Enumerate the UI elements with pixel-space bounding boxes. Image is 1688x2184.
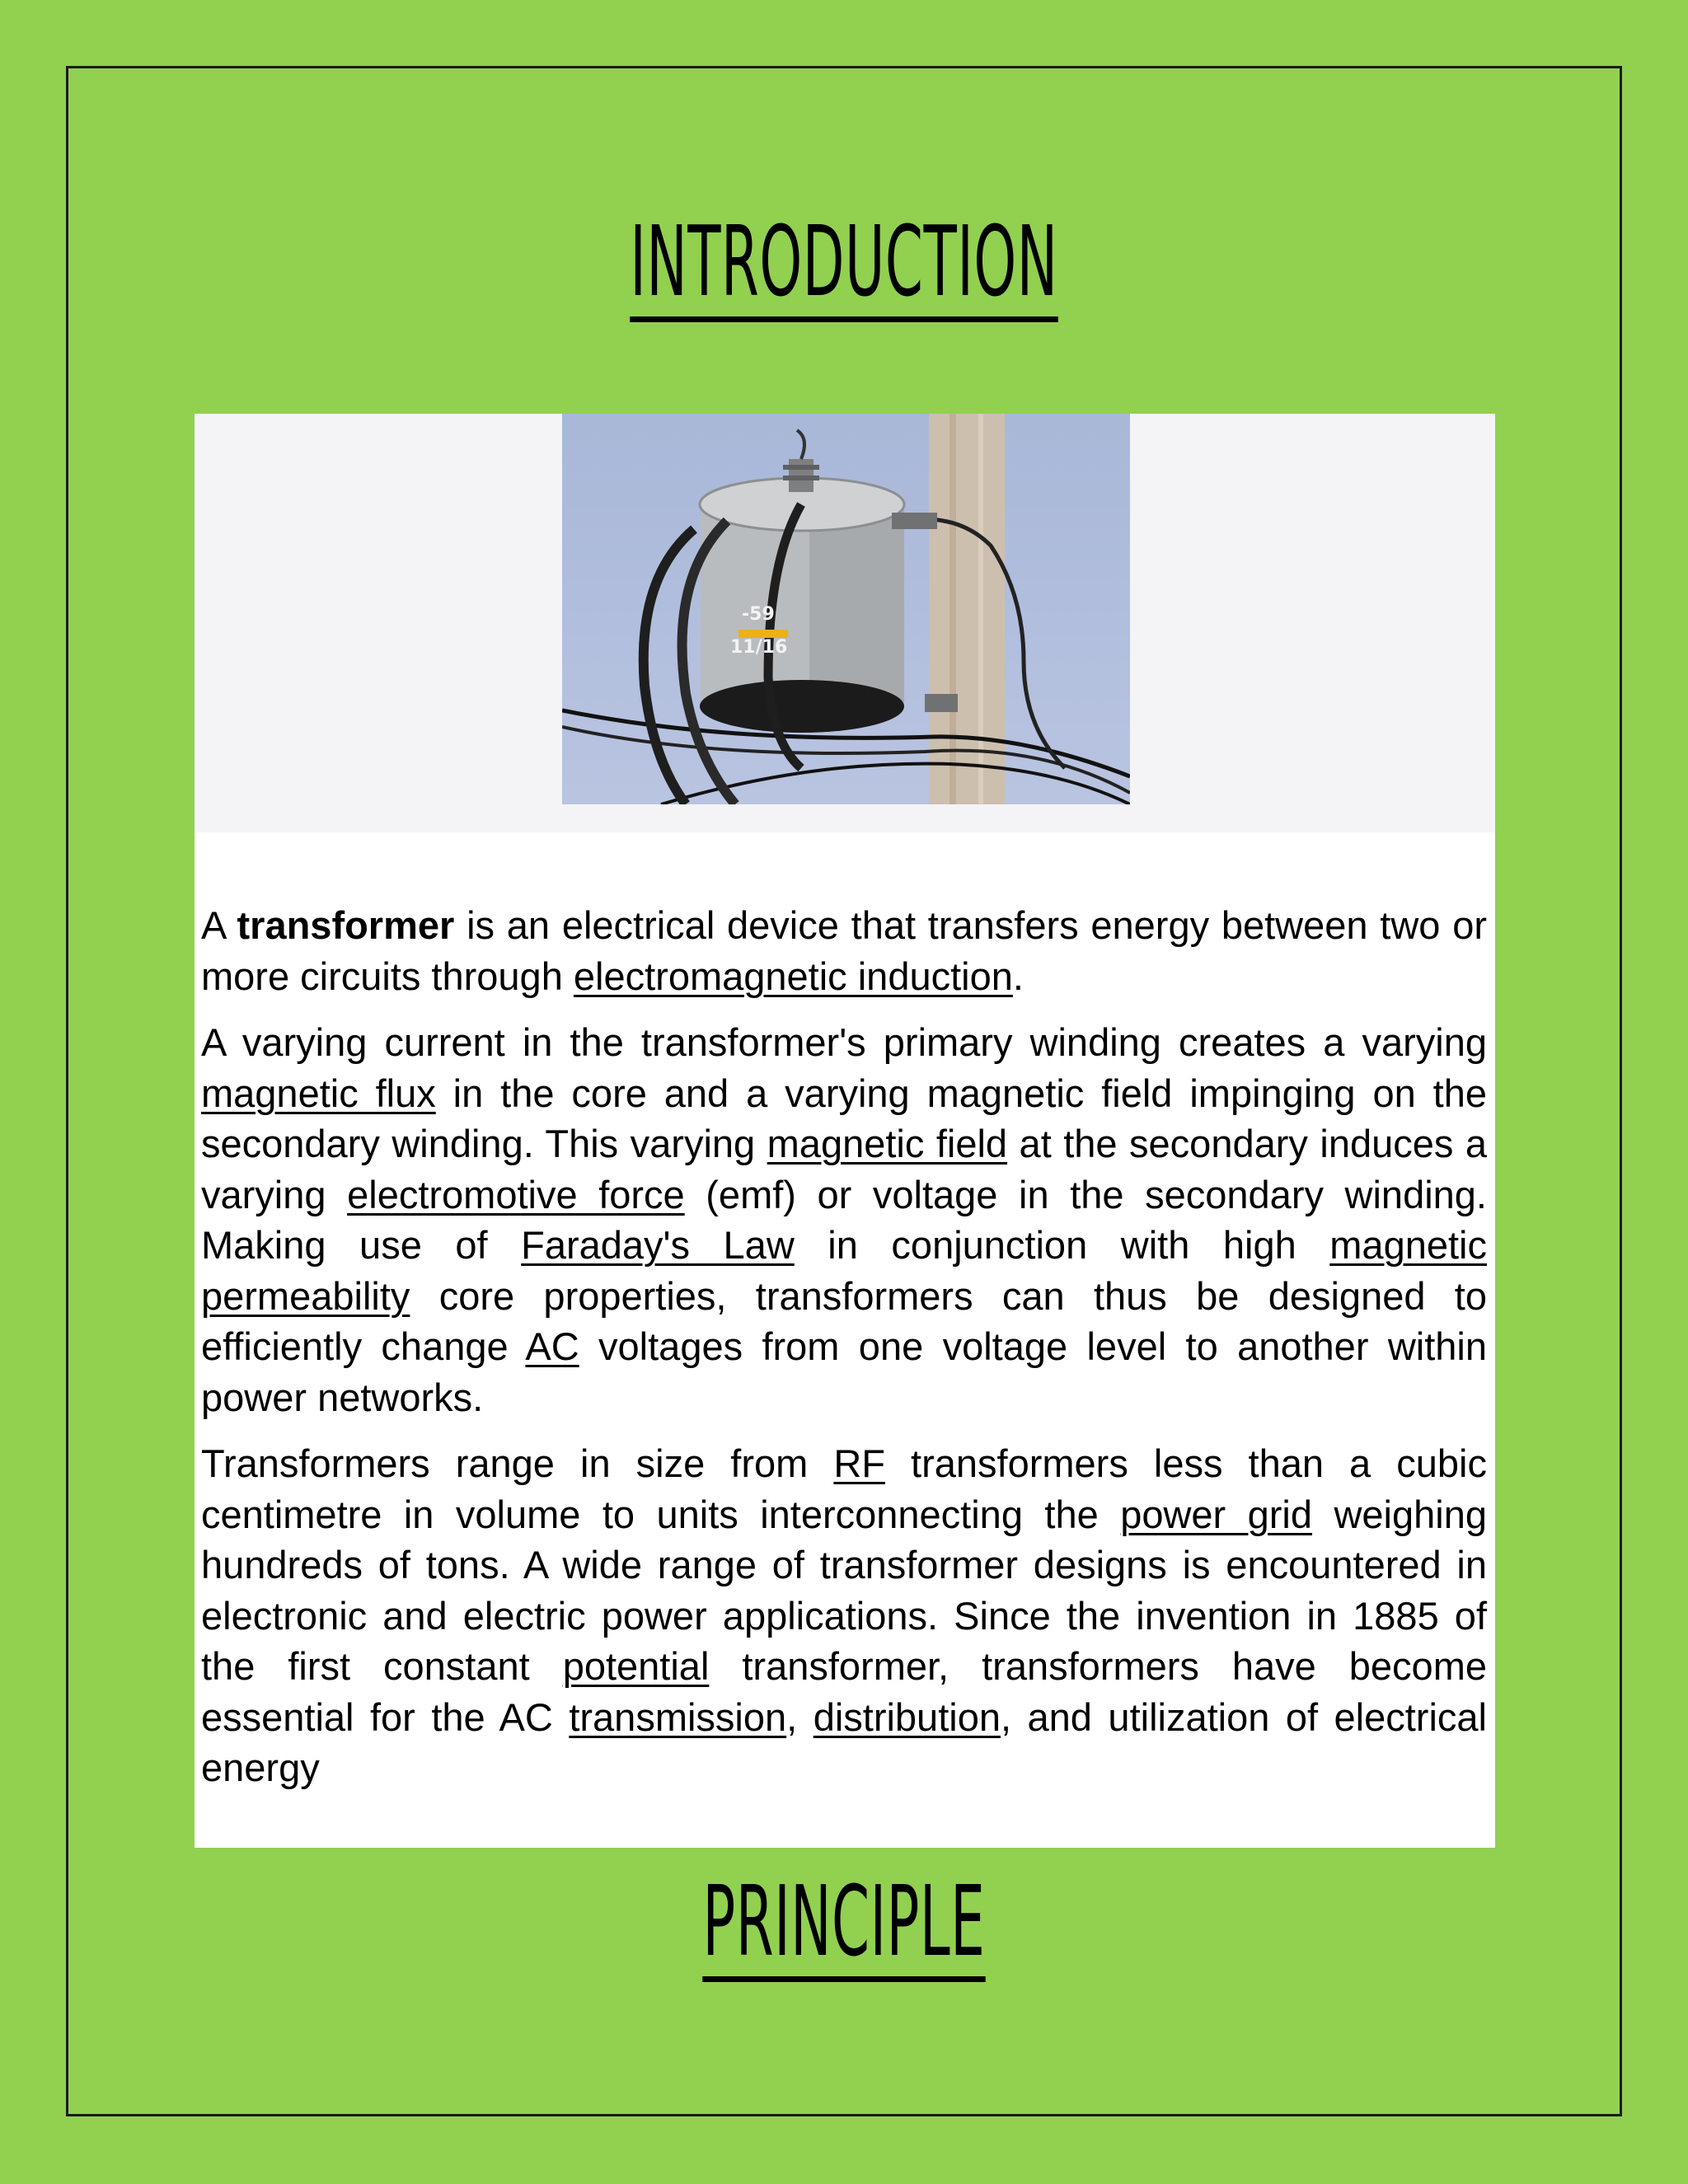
paragraph-3: Transformers range in size from RF transformers less than a cubic centimetre in volume to units interconnecting the power grid weighing hundreds of tons. A wide range of transformer designs is encountered in electronic and electric power applications. Since the invention in 1885 of the first constant potential transformer, transformers have become essential for the AC transmission, distribution, and utilization of electrical energy: [201, 1441, 1487, 1789]
introduction-heading-text: INTRODUCTION: [630, 213, 1057, 322]
transformer-photo: [562, 414, 1130, 804]
transformer-bottom: [700, 680, 904, 733]
utility-pole: [929, 414, 1005, 804]
link-ac[interactable]: AC: [525, 1324, 579, 1368]
introduction-heading: [321, 204, 1367, 322]
link-potential[interactable]: potential: [562, 1644, 710, 1688]
term-transformer: transformer: [237, 903, 455, 947]
principle-heading: [321, 1864, 1367, 1982]
link-transmission[interactable]: transmission: [569, 1694, 787, 1739]
content-panel: [195, 414, 1495, 1848]
paragraph-1: A transformer is an electrical device that transfers energy between two or more circuits through electromagnetic induction.: [201, 903, 1487, 998]
link-faradays-law[interactable]: Faraday's Law: [521, 1223, 795, 1267]
link-rf[interactable]: RF: [833, 1441, 885, 1485]
tank-label-bottom: 11/16: [730, 637, 788, 658]
principle-heading-text: PRINCIPLE: [703, 1872, 986, 1982]
link-electromagnetic-induction[interactable]: electromagnetic induction: [573, 954, 1013, 998]
tank-label-top: -59: [742, 604, 775, 625]
bracket: [892, 513, 937, 529]
link-power-grid[interactable]: power grid: [1120, 1492, 1313, 1536]
link-magnetic-field[interactable]: magnetic field: [767, 1122, 1008, 1165]
link-magnetic-flux[interactable]: magnetic flux: [201, 1071, 436, 1115]
introduction-text: [201, 900, 1487, 1809]
link-magnetic-permeability[interactable]: magnetic permeability: [201, 1223, 1487, 1318]
photo-area: [195, 414, 1495, 832]
link-distribution[interactable]: distribution: [813, 1694, 1001, 1739]
link-electromotive-force[interactable]: electromotive force: [347, 1172, 685, 1216]
paragraph-2: A varying current in the transformer's primary winding creates a varying magnetic flux in the core and a varying magnetic field impinging on the secondary winding. This varying magnetic field at the secondary induces a varying electromotive force (emf) or voltage in the secondary winding. Making use of Faraday's Law in conjunction with high magnetic permeability core properties, transformers can thus be designed to efficiently change AC voltages from one voltage level to another within power networks.: [201, 1020, 1487, 1419]
transformer-illustration: [562, 414, 1130, 804]
